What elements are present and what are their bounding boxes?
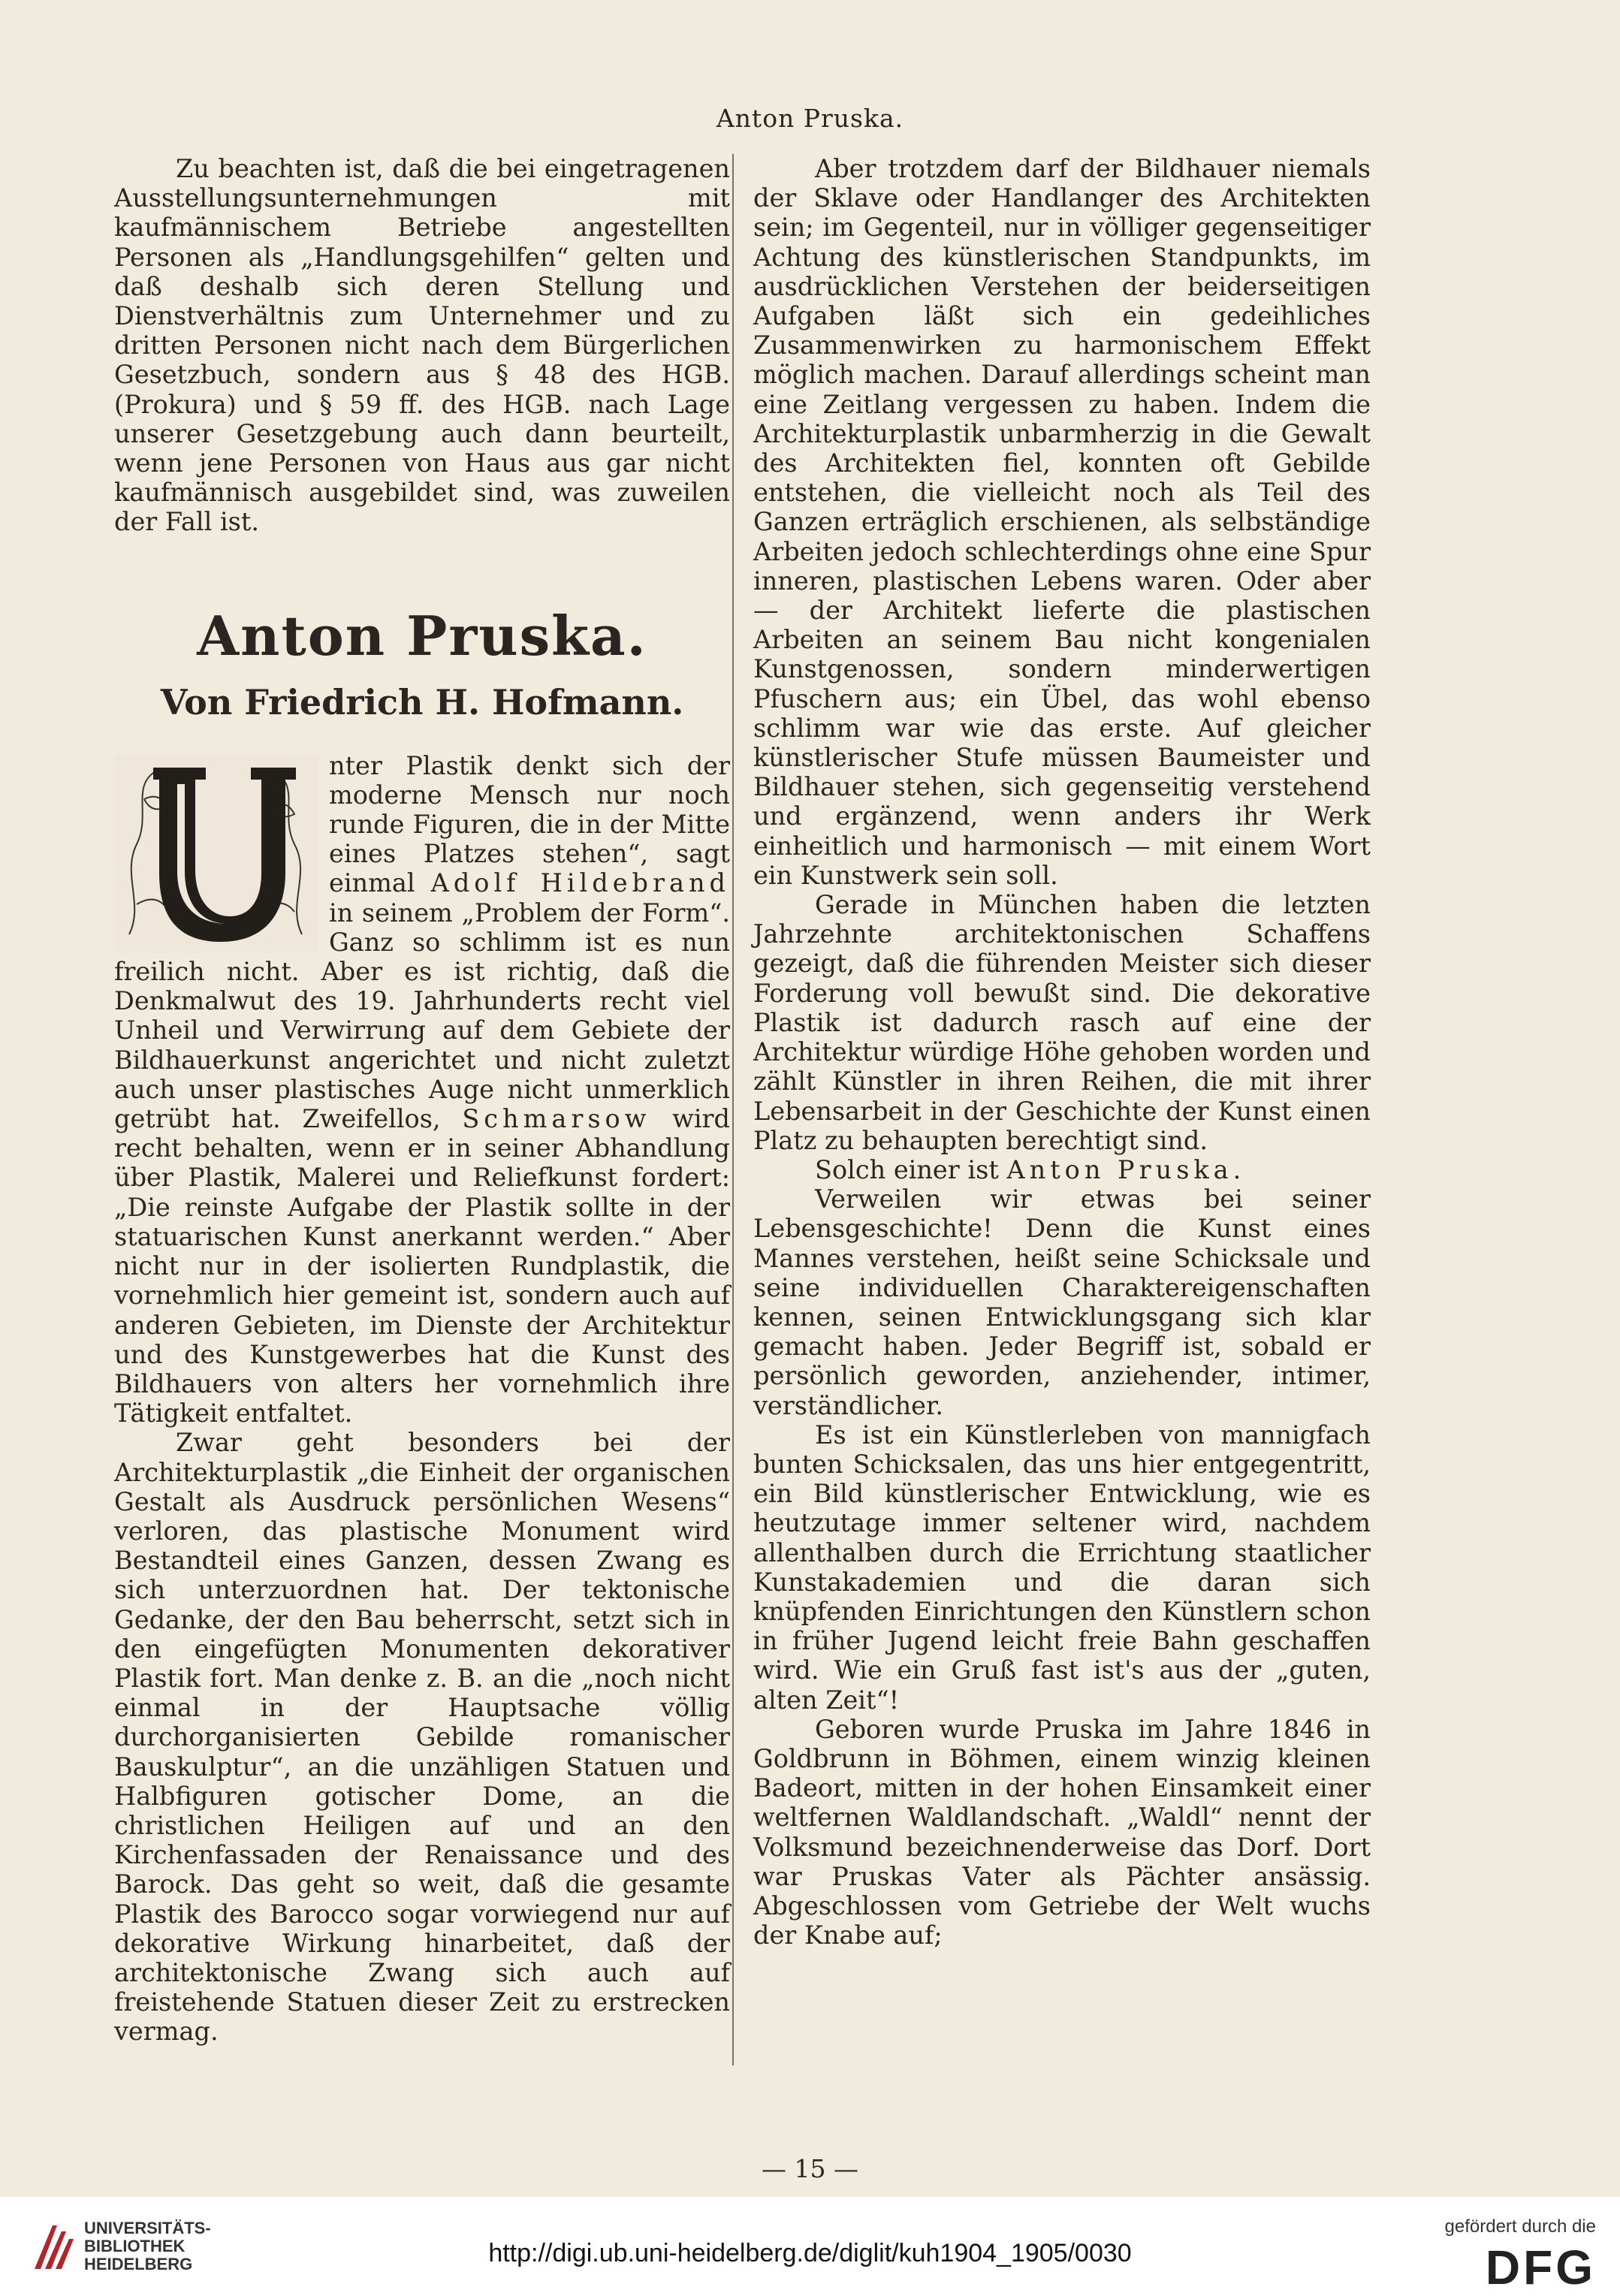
right-column (753, 154, 1371, 1950)
dfg-logo: DFG (1485, 2240, 1596, 2294)
left-column (114, 154, 730, 2047)
column-rule (732, 154, 734, 2065)
paragraph: Gerade in München haben die letzten Jahrzehnte architektonischen Schaffens gezeigt, daß die führenden Meister sich dieser Forderung voll bewußt sind. Die dekorative Plastik ist dadurch rasch auf eine der Architektur würdige Höhe gehoben worden und zählt Künstler in ihren Reihen, die mit ihrer Lebensarbeit in der Geschichte der Kunst einen Platz zu behaupten berechtigt sind. (753, 890, 1371, 1155)
paragraph: Es ist ein Künstlerleben von mannigfach bunten Schicksalen, das uns hier entgegentritt, ein Bild künstlerischer Entwicklung, wie es heutzutage immer seltener wird, nachdem allenthalben durch die Errichtung staatlicher Kunstakademien und die daran sich knüpfenden Einrichtungen den Künstlern schon in früher Jugend leicht freie Bahn geschaffen wird. Wie ein Gruß fast ist's aus der „guten, alten Zeit“! (753, 1420, 1371, 1715)
paragraph: Zwar geht besonders bei der Architekturplastik „die Einheit der organischen Gestalt als Ausdruck persönlichen Wesens“ verloren, das plastische Monument wird Bestandteil eines Ganzen, dessen Zwang es sich unterzuordnen hat. Der tektonische Gedanke, der den Bau beherrscht, setzt sich in den eingefügten Monumenten dekorativer Plastik fort. Man denke z. B. an die „noch nicht einmal in der Hauptsache völlig durchorganisierten Gebilde romanischer Bauskulptur“, an die unzähligen Statuen und Halbfiguren gotischer Dome, an die christlichen Heiligen auf und an den Kirchenfassaden der Renaissance und des Barock. Das geht so weit, daß die gesamte Plastik des Barocco sogar vorwiegend nur auf dekorative Wirkung hinarbeitet, daß der architektonische Zwang sich auch auf freistehende Statuen dieser Zeit zu erstrecken vermag. (114, 1428, 730, 2047)
page-number: — 15 — (762, 2154, 858, 2183)
source-url-link[interactable]: http://digi.ub.uni-heidelberg.de/diglit/kuh1904_1905/0030 (488, 2239, 1132, 2267)
decorative-initial (114, 754, 318, 953)
paragraph: Solch einer ist Anton Pruska. (815, 1154, 1241, 1184)
institution-name: UNIVERSITÄTS- BIBLIOTHEK HEIDELBERG (84, 2219, 211, 2273)
article-title: Anton Pruska. (197, 603, 647, 668)
funder-caption: gefördert durch die (1444, 2216, 1596, 2237)
paragraph: Verweilen wir etwas bei seiner Lebensgeschichte! Denn die Kunst eines Mannes verstehen, heißt seine Schicksale und seine individuellen Charaktereigenschaften kennen, seinen Entwicklungsgang sich klar gemacht haben. Jeder Begriff ist, sobald er persönlich geworden, anziehender, intimer, verständlicher. (753, 1184, 1371, 1420)
ornamental-initial-u-icon (114, 754, 318, 953)
byline: Von Friedrich H. Hofmann. (160, 681, 684, 723)
footer-bar (0, 2197, 1620, 2296)
intro-paragraph: Zu beachten ist, daß die bei eingetragenen Ausstellungsunternehmungen mit kaufmännischem Betriebe angestellten Personen als „Handlungsgehilfen“ gelten und daß deshalb sich deren Stellung und Dienstverhältnis zum Unternehmer und zu dritten Personen nicht nach dem Bürgerlichen Gesetzbuch, sondern aus § 48 des HGB. (Prokura) und § 59 ff. des HGB. nach Lage unserer Gesetzgebung auch dann beurteilt, wenn jene Personen von Haus aus gar nicht kaufmännisch ausgebildet sind, was zuweilen der Fall ist. (114, 154, 730, 537)
opening-paragraph: nter Plastik denkt sich der moderne Mensch nur noch runde Figuren, die in der Mitte eines Platzes stehen“, sagt einmal Adolf Hildebrand in seinem „Problem der Form“. Ganz so schlimm ist es nun freilich nicht. Aber es ist richtig, daß die Denkmalwut des 19. Jahrhunderts recht viel Unheil und Verwirrung auf dem Gebiete der Bildhauerkunst angerichtet und nicht zuletzt auch unser plastisches Auge nicht unmerklich getrübt hat. Zweifellos, Schmarsow wird recht behalten, wenn er in seiner Abhandlung über Plastik, Malerei und Reliefkunst fordert: „Die reinste Aufgabe der Plastik sollte in der statuarischen Kunst anerkannt werden.“ Aber nicht nur in der isolierten Rundplastik, die vornehmlich hier gemeint ist, sondern auch auf anderen Gebieten, im Dienste der Architektur und des Kunstgewerbes hat die Kunst des Bildhauers von alters her vornehmlich ihre Tätigkeit entfaltet. (114, 750, 730, 1429)
paragraph: Geboren wurde Pruska im Jahre 1846 in Goldbrunn in Böhmen, einem winzig kleinen Badeort, mitten in der hohen Einsamkeit einer weltfernen Waldlandschaft. „Waldl“ nennt der Volksmund bezeichnenderweise das Dorf. Dort war Pruskas Vater als Pächter ansässig. Abgeschlossen vom Getriebe der Welt wuchs der Knabe auf; (753, 1714, 1371, 1951)
running-head: Anton Pruska. (716, 104, 904, 133)
paragraph: Aber trotzdem darf der Bildhauer niemals der Sklave oder Handlanger des Architekten sein; im Gegenteil, nur in völliger gegenseitiger Achtung des künstlerischen Standpunkts, im ausdrücklichen Verstehen der beiderseitigen Aufgaben läßt sich ein gedeihliches Zusammenwirken zu harmonischem Effekt möglich machen. Darauf allerdings scheint man eine Zeitlang vergessen zu haben. Indem die Architekturplastik unbarmherzig in die Gewalt des Architekten fiel, konnten oft Gebilde entstehen, die vielleicht noch als Teil des Ganzen erträglich erschienen, als selbständige Arbeiten jedoch schlechterdings ohne eine Spur inneren, plastischen Lebens waren. Oder aber — der Architekt lieferte die plastischen Arbeiten an seinem Bau nicht kongenialen Kunstgenossen, sondern minderwertigen Pfuschern aus; ein Übel, das wohl ebenso schlimm war wie das erste. Auf gleicher künstlerischer Stufe müssen Baumeister und Bildhauer stehen, sich gegenseitig verstehend und ergänzend, wenn anders ihr Werk einheitlich und harmonisch — mit einem Wort ein Kunstwerk sein soll. (753, 154, 1371, 890)
